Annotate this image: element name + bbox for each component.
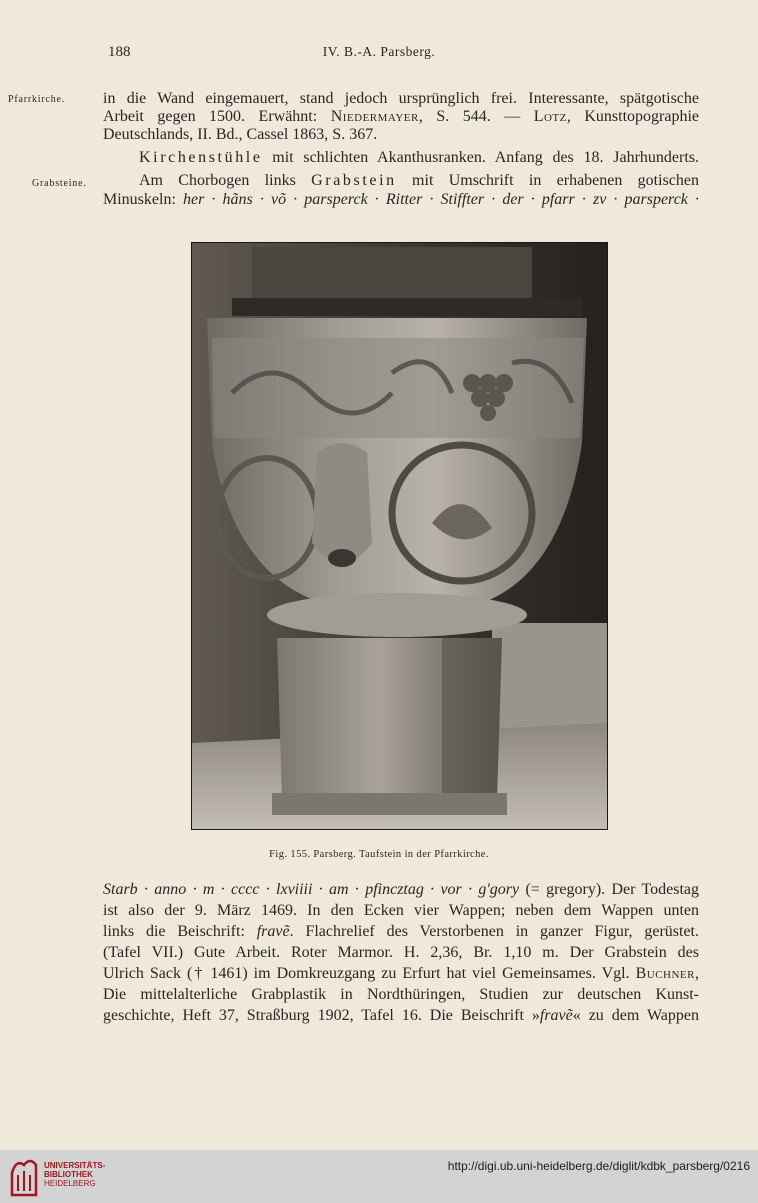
inscription: Starb · anno · m · cccc · lxviiii · am · pfincztag · vor · g'gory <box>103 881 520 898</box>
text-run: , <box>695 965 699 982</box>
author-name: Buchner <box>635 965 695 982</box>
text-run: mit Umschrift in erhabenen gotischen <box>396 172 699 189</box>
text-run: Arbeit gegen 1500. Erwähnt: <box>103 108 331 125</box>
lid-band <box>232 298 582 316</box>
text-line <box>103 880 699 900</box>
text-run: mit schlichten Akanthusranken. Anfang des 18. Jahrhunderts. <box>262 149 699 166</box>
university-logo-icon <box>8 1155 40 1199</box>
text-line: ist also der 9. März 1469. In den Ecken vier Wappen; neben dem Wappen unten <box>103 902 699 919</box>
text-line: (Tafel VII.) Gute Arbeit. Roter Marmor. H. 2,36, Br. 1,10 m. Der Grabstein des <box>103 944 699 961</box>
institution-line: BIBLIOTHEK <box>44 1170 93 1179</box>
text-line <box>103 190 699 210</box>
text-line <box>103 922 699 942</box>
inscription: her · hãns · võ · parsperck · Ritter · Stiffter · der · pfarr · zv · parsperck · <box>183 191 700 208</box>
text-line <box>103 148 699 168</box>
baptismal-font-illustration <box>192 243 607 829</box>
text-line <box>103 964 699 984</box>
text-line: Die mittelalterliche Grabplastik in Nordthüringen, Studien zur deutschen Kunst- <box>103 986 699 1003</box>
inscription: fravẽ <box>256 923 290 940</box>
text-line <box>103 171 699 191</box>
inscription: fravẽ <box>539 1007 573 1024</box>
upper-frieze <box>212 338 584 438</box>
author-name: Niedermayer <box>330 108 419 125</box>
footer-bar <box>0 1150 758 1203</box>
text-run: . Flachrelief des Verstorbenen in ganzer Figur, gerüstet. <box>289 923 700 940</box>
text-line <box>103 107 699 127</box>
institution-line: HEIDELBERG <box>44 1179 96 1188</box>
text-run: , Kunsttopographie <box>566 108 699 125</box>
text-line <box>103 1006 699 1026</box>
mask-face <box>312 443 372 563</box>
margin-note-pfarrkirche: Pfarrkirche. <box>8 94 66 105</box>
running-head: IV. B.-A. Parsberg. <box>322 44 436 59</box>
text-run: Minuskeln: <box>103 191 183 208</box>
pedestal-top <box>267 593 527 637</box>
text-run: Am Chorbogen links <box>139 172 312 189</box>
text-run: « zu dem Wappen <box>572 1007 699 1024</box>
margin-note-grabsteine: Grabsteine. <box>32 178 87 189</box>
text-run: geschichte, Heft 37, Straßburg 1902, Tafel 16. Die Beischrift » <box>103 1007 540 1024</box>
text-line: in die Wand eingemauert, stand jedoch ursprünglich frei. Interessante, spätgotische <box>103 90 699 107</box>
page-number: 188 <box>108 44 131 60</box>
keyword-spaced: Grabstein <box>311 172 397 189</box>
figure-caption: Fig. 155. Parsberg. Taufstein in der Pfarrkirche. <box>269 849 489 860</box>
institution-line: UNIVERSITÄTS- <box>44 1161 106 1170</box>
text-run: links die Beischrift: <box>103 923 257 940</box>
text-line: Deutschlands, II. Bd., Cassel 1863, S. 367. <box>103 126 378 143</box>
institution-name <box>44 1161 105 1188</box>
figure-photo <box>191 242 608 830</box>
keyword-spaced: Kirchenstühle <box>139 149 263 166</box>
mask-mouth <box>328 549 356 567</box>
text-run: (= gregory). Der Todestag <box>519 881 699 898</box>
source-url-link[interactable]: http://digi.ub.uni-heidelberg.de/diglit/kdbk_parsberg/0216 <box>447 1159 750 1173</box>
text-run: Ulrich Sack († 1461) im Domkreuzgang zu Erfurt hat viel Gemeinsames. Vgl. <box>103 965 636 982</box>
author-name: Lotz <box>533 108 567 125</box>
pedestal-base <box>272 793 507 815</box>
text-run: , S. 544. — <box>418 108 534 125</box>
pedestal-shadow <box>442 638 502 798</box>
